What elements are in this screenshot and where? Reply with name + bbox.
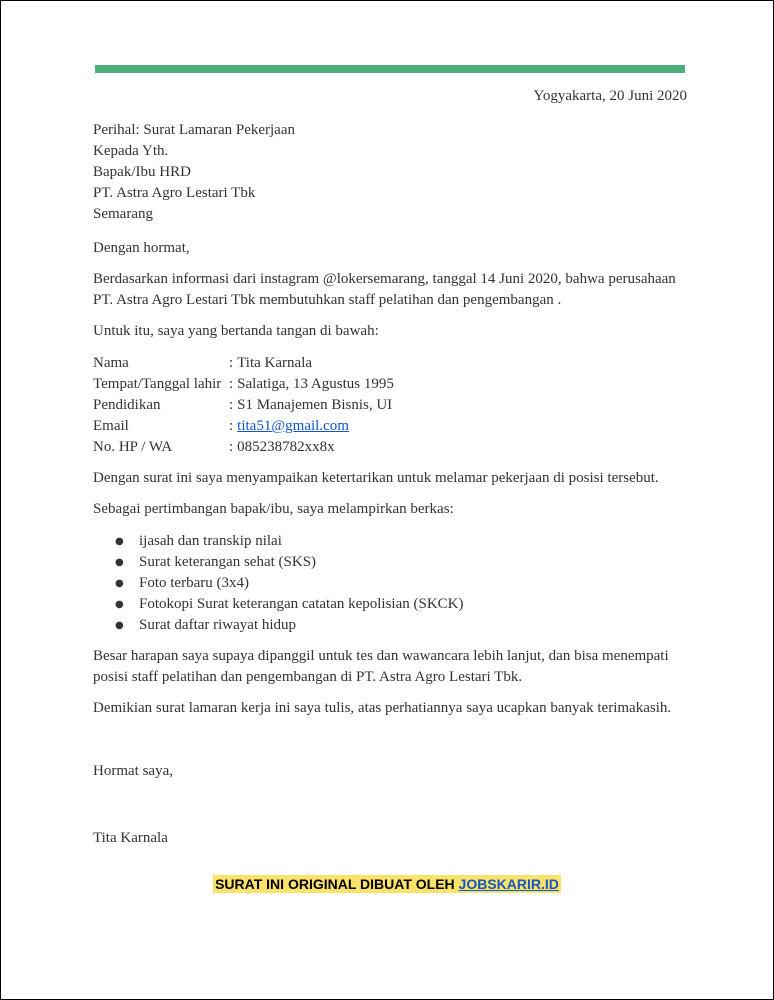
footer-link[interactable]: JOBSKARIR.ID (458, 876, 559, 892)
identity-row-birth (93, 374, 687, 395)
footer-text: SURAT INI ORIGINAL DIBUAT OLEH (215, 876, 459, 892)
recipient-line: Kepada Yth. (93, 143, 169, 159)
list-item (93, 573, 687, 594)
identity-label: No. HP / WA (93, 439, 173, 455)
hope-line: posisi staff pelatihan dan pengembangan di PT. Astra Agro Lestari Tbk. (93, 669, 523, 685)
footer-highlight (213, 875, 561, 893)
hope-paragraph (93, 646, 687, 688)
footer-note (1, 874, 773, 894)
letter-body (93, 85, 687, 849)
identity-label: Tempat/Tanggal lahir (93, 376, 222, 392)
interest-paragraph: Dengan surat ini saya menyampaikan ketertarikan untuk melamar pekerjaan di posisi tersebut. (93, 470, 659, 486)
identity-row-phone (93, 437, 687, 458)
intro-line: Berdasarkan informasi dari instagram @lokersemarang, tanggal 14 Juni 2020, bahwa perusahaan (93, 271, 676, 287)
identity-separator: : (229, 418, 234, 434)
closing-salutation: Hormat saya, (93, 763, 173, 779)
identity-row-email (93, 416, 687, 437)
identity-intro: Untuk itu, saya yang bertanda tangan di bawah: (93, 323, 379, 339)
identity-row-name (93, 353, 687, 374)
identity-label: Pendidikan (93, 397, 161, 413)
bullet-icon: ● (115, 599, 124, 610)
recipient-line: Semarang (93, 206, 153, 222)
identity-row-education (93, 395, 687, 416)
identity-value: 085238782xx8x (237, 439, 335, 455)
accent-bar (95, 65, 685, 73)
list-item (93, 615, 687, 636)
identity-separator: : (229, 439, 234, 455)
bullet-icon: ● (115, 536, 124, 547)
attachments-intro: Sebagai pertimbangan bapak/ibu, saya melampirkan berkas: (93, 501, 454, 517)
identity-label: Nama (93, 355, 129, 371)
attachments-list (93, 531, 687, 636)
intro-paragraph (93, 269, 687, 311)
letter-date: Yogyakarta, 20 Juni 2020 (533, 88, 687, 104)
identity-separator: : (229, 397, 234, 413)
subject-line: Perihal: Surat Lamaran Pekerjaan (93, 122, 296, 138)
intro-line: PT. Astra Agro Lestari Tbk membutuhkan staff pelatihan dan pengembangan . (93, 292, 562, 308)
list-item-label: Foto terbaru (3x4) (139, 575, 249, 591)
identity-separator: : (229, 376, 234, 392)
list-item-label: Surat keterangan sehat (SKS) (139, 554, 317, 570)
identity-label: Email (93, 418, 129, 434)
greeting: Dengan hormat, (93, 240, 190, 256)
identity-value: Salatiga, 13 Agustus 1995 (237, 376, 394, 392)
list-item (93, 552, 687, 573)
list-item-label: Surat daftar riwayat hidup (139, 617, 297, 633)
bullet-icon: ● (115, 557, 124, 568)
bullet-icon: ● (115, 578, 124, 589)
list-item (93, 531, 687, 552)
closing-statement: Demikian surat lamaran kerja ini saya tulis, atas perhatiannya saya ucapkan banyak terimakasih. (93, 700, 672, 716)
identity-separator: : (229, 355, 234, 371)
list-item-label: Fotokopi Surat keterangan catatan kepolisian (SKCK) (139, 596, 464, 612)
identity-value: Tita Karnala (237, 355, 313, 371)
recipient-line: Bapak/Ibu HRD (93, 164, 191, 180)
recipient-line: PT. Astra Agro Lestari Tbk (93, 185, 256, 201)
list-item-label: ijasah dan transkip nilai (139, 533, 282, 549)
email-link[interactable]: tita51@gmail.com (237, 418, 349, 434)
identity-table (93, 353, 687, 458)
signature-name: Tita Karnala (93, 830, 168, 846)
bullet-icon: ● (115, 620, 124, 631)
list-item (93, 594, 687, 615)
identity-value: S1 Manajemen Bisnis, UI (237, 397, 393, 413)
hope-line: Besar harapan saya supaya dipanggil untuk tes dan wawancara lebih lanjut, dan bisa menempati (93, 648, 669, 664)
recipient-block (93, 120, 687, 225)
